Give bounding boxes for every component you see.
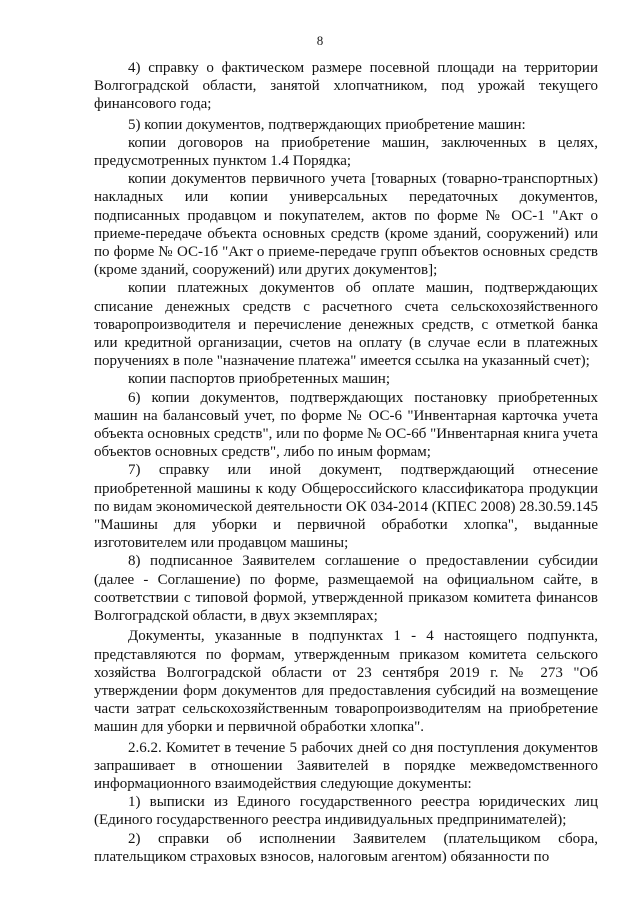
document-body: [94, 59, 598, 866]
paragraph-document-forms: Документы, указанные в подпунктах 1 - 4 настоящего подпункта, представляются по формам, утвержденным приказом комитета сельского хозяйства Волгоградской области от 23 сентября 2019 г. № 273 "Об утверждении форм документов для предоставления субсидий на возмещение части затрат сельскохозяйственным товаропроизводителям на приобретение машин для уборки и первичной обработки хлопка".: [94, 628, 598, 736]
paragraph-item-7-classifier-certificate: 7) справку или иной документ, подтверждающий отнесение приобретенной машины к коду Общероссийского классификатора продукции по видам экономической деятельности ОК 034-2014 (КПЕС 2008) 28.30.59.145 "Машины для уборки и первичной обработки хлопка", выданные изготовителем или продавцом машины;: [94, 462, 598, 552]
paragraph-contract-copies: копии договоров на приобретение машин, заключенных в целях, предусмотренных пунктом 1.4 Порядка;: [94, 134, 598, 170]
paragraph-machine-passports: копии паспортов приобретенных машин;: [128, 371, 390, 388]
paragraph-obligation-certificates: 2) справки об исполнении Заявителем (плательщиком сбора, плательщиком страховых взносов, налоговым агентом) обязанности по: [94, 830, 598, 865]
paragraph-item-5-machine-documents: 5) копии документов, подтверждающих приобретение машин:: [128, 116, 526, 133]
paragraph-registry-extracts: 1) выписки из Единого государственного реестра юридических лиц (Единого государственного реестра индивидуальных предпринимателей);: [94, 794, 598, 829]
paragraph-payment-documents: копии платежных документов об оплате машин, подтверждающих списание денежных средств с расчетного счета сельскохозяйственного товаропроизводителя и перечисление денежных средств, с отметкой банка или кредитной организации, счетов на оплату (в случае если в платежных поручениях в поле "назначение платежа" имеется ссылка на указанный счет);: [94, 280, 598, 370]
paragraph-item-8-subsidy-agreement: 8) подписанное Заявителем соглашение о предоставлении субсидии (далее - Соглашение) по форме, размещаемой на официальном сайте, в соответствии с типовой формой, утвержденной приказом комитета финансов Волгоградской области, в двух экземплярах;: [94, 553, 598, 625]
paragraph-item-6-balance-registration: 6) копии документов, подтверждающих постановку приобретенных машин на балансовый учет, по форме № ОС-6 "Инвентарная карточка учета объекта основных средств", или по форме № ОС-6б "Инвентарная книга учета объектов основных средств", либо по иным формам;: [94, 389, 598, 461]
page-number: 8: [316, 33, 324, 48]
paragraph-2-6-2-interagency-request: 2.6.2. Комитет в течение 5 рабочих дней со дня поступления документов запрашивает в отношении Заявителей в порядке межведомственного информационного взаимодействия следующие документы:: [94, 739, 598, 792]
paragraph-item-4-sowing-area: 4) справку о фактическом размере посевной площади на территории Волгоградской области, занятой хлопчатником, под урожай текущего финансового года;: [94, 60, 598, 113]
paragraph-primary-accounting-documents: копии документов первичного учета [товарных (товарно-транспортных) накладных или копии универсальных передаточных документов, подписанных продавцом и покупателем, актов по форме № ОС-1 "Акт о приеме-передаче объекта основных средств (кроме зданий, сооружений) или по форме № ОС-1б "Акт о приеме-передаче групп объектов основных средств (кроме зданий, сооружений) или других документов];: [94, 171, 598, 279]
